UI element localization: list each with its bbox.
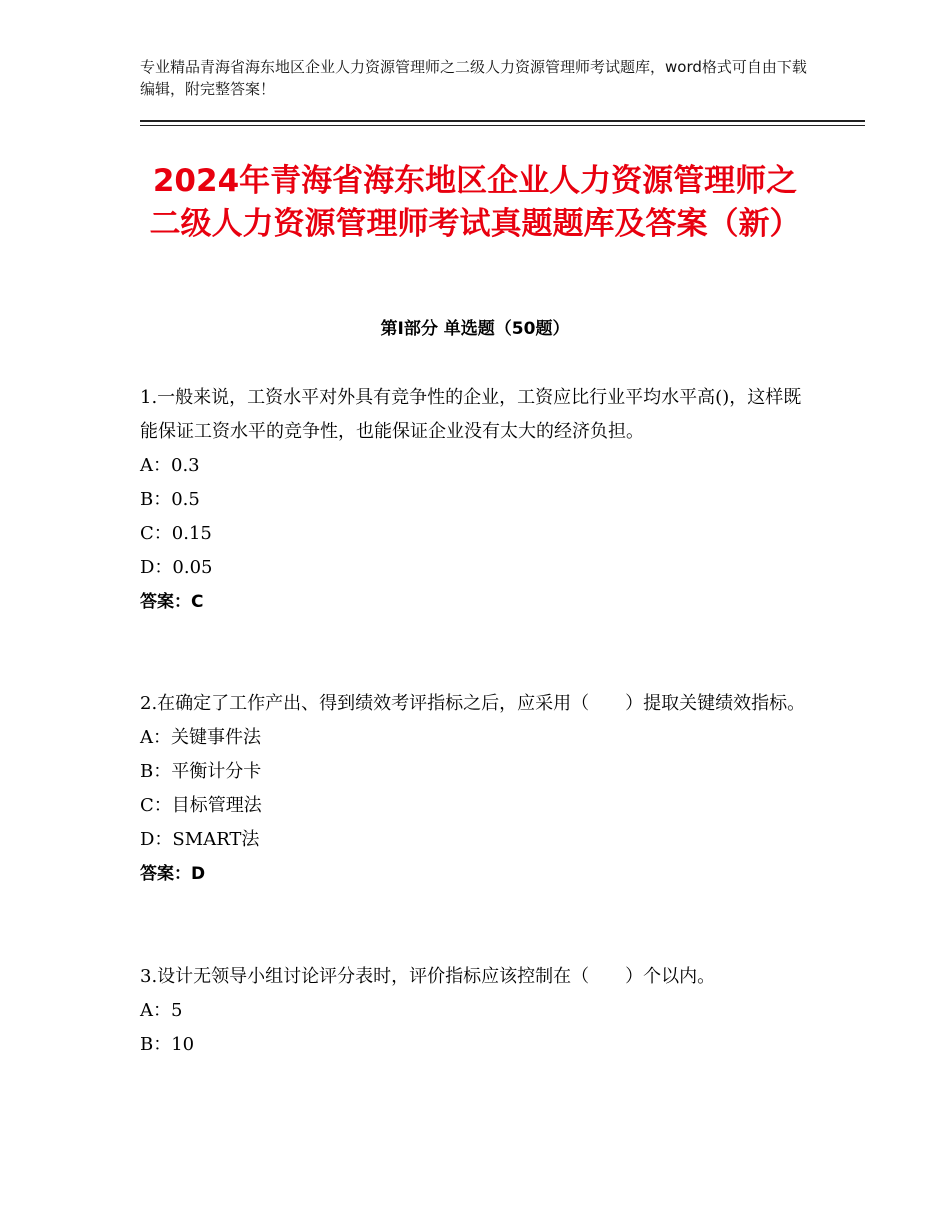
- header-divider-thick: [140, 120, 865, 122]
- question-2-option-d: D：SMART法: [140, 829, 260, 850]
- question-1-option-b: B：0.5: [140, 489, 200, 510]
- question-3: [140, 960, 810, 1062]
- header-divider-thin: [140, 125, 865, 126]
- question-2-option-b: B：平衡计分卡: [140, 761, 262, 782]
- question-3-option-a: A：5: [140, 1000, 183, 1021]
- document-title: 2024年青海省海东地区企业人力资源管理师之二级人力资源管理师考试真题题库及答案（新）: [149, 163, 801, 242]
- question-1-answer: 答案：C: [140, 592, 204, 612]
- question-3-option-b: B：10: [140, 1034, 195, 1055]
- question-2: [140, 687, 810, 891]
- question-1-option-c: C：0.15: [140, 523, 212, 544]
- question-2-stem: 2.在确定了工作产出、得到绩效考评指标之后，应采用（ ）提取关键绩效指标。: [140, 693, 806, 714]
- question-2-answer: 答案：D: [140, 864, 206, 884]
- question-3-stem: 3.设计无领导小组讨论评分表时，评价指标应该控制在（ ）个以内。: [140, 966, 716, 987]
- question-2-option-c: C：目标管理法: [140, 795, 262, 816]
- question-1-option-d: D：0.05: [140, 557, 213, 578]
- question-1: [140, 381, 810, 619]
- section-heading: 第Ⅰ部分 单选题（50题）: [380, 319, 570, 339]
- question-1-stem: 1.一般来说，工资水平对外具有竞争性的企业，工资应比行业平均水平高()，这样既能保证工资水平的竞争性，也能保证企业没有太大的经济负担。: [140, 387, 802, 442]
- page-header-text: 专业精品青海省海东地区企业人力资源管理师之二级人力资源管理师考试题库，word格式可自由下载编辑，附完整答案！: [140, 58, 807, 98]
- question-1-option-a: A：0.3: [140, 455, 200, 476]
- question-2-option-a: A：关键事件法: [140, 727, 261, 748]
